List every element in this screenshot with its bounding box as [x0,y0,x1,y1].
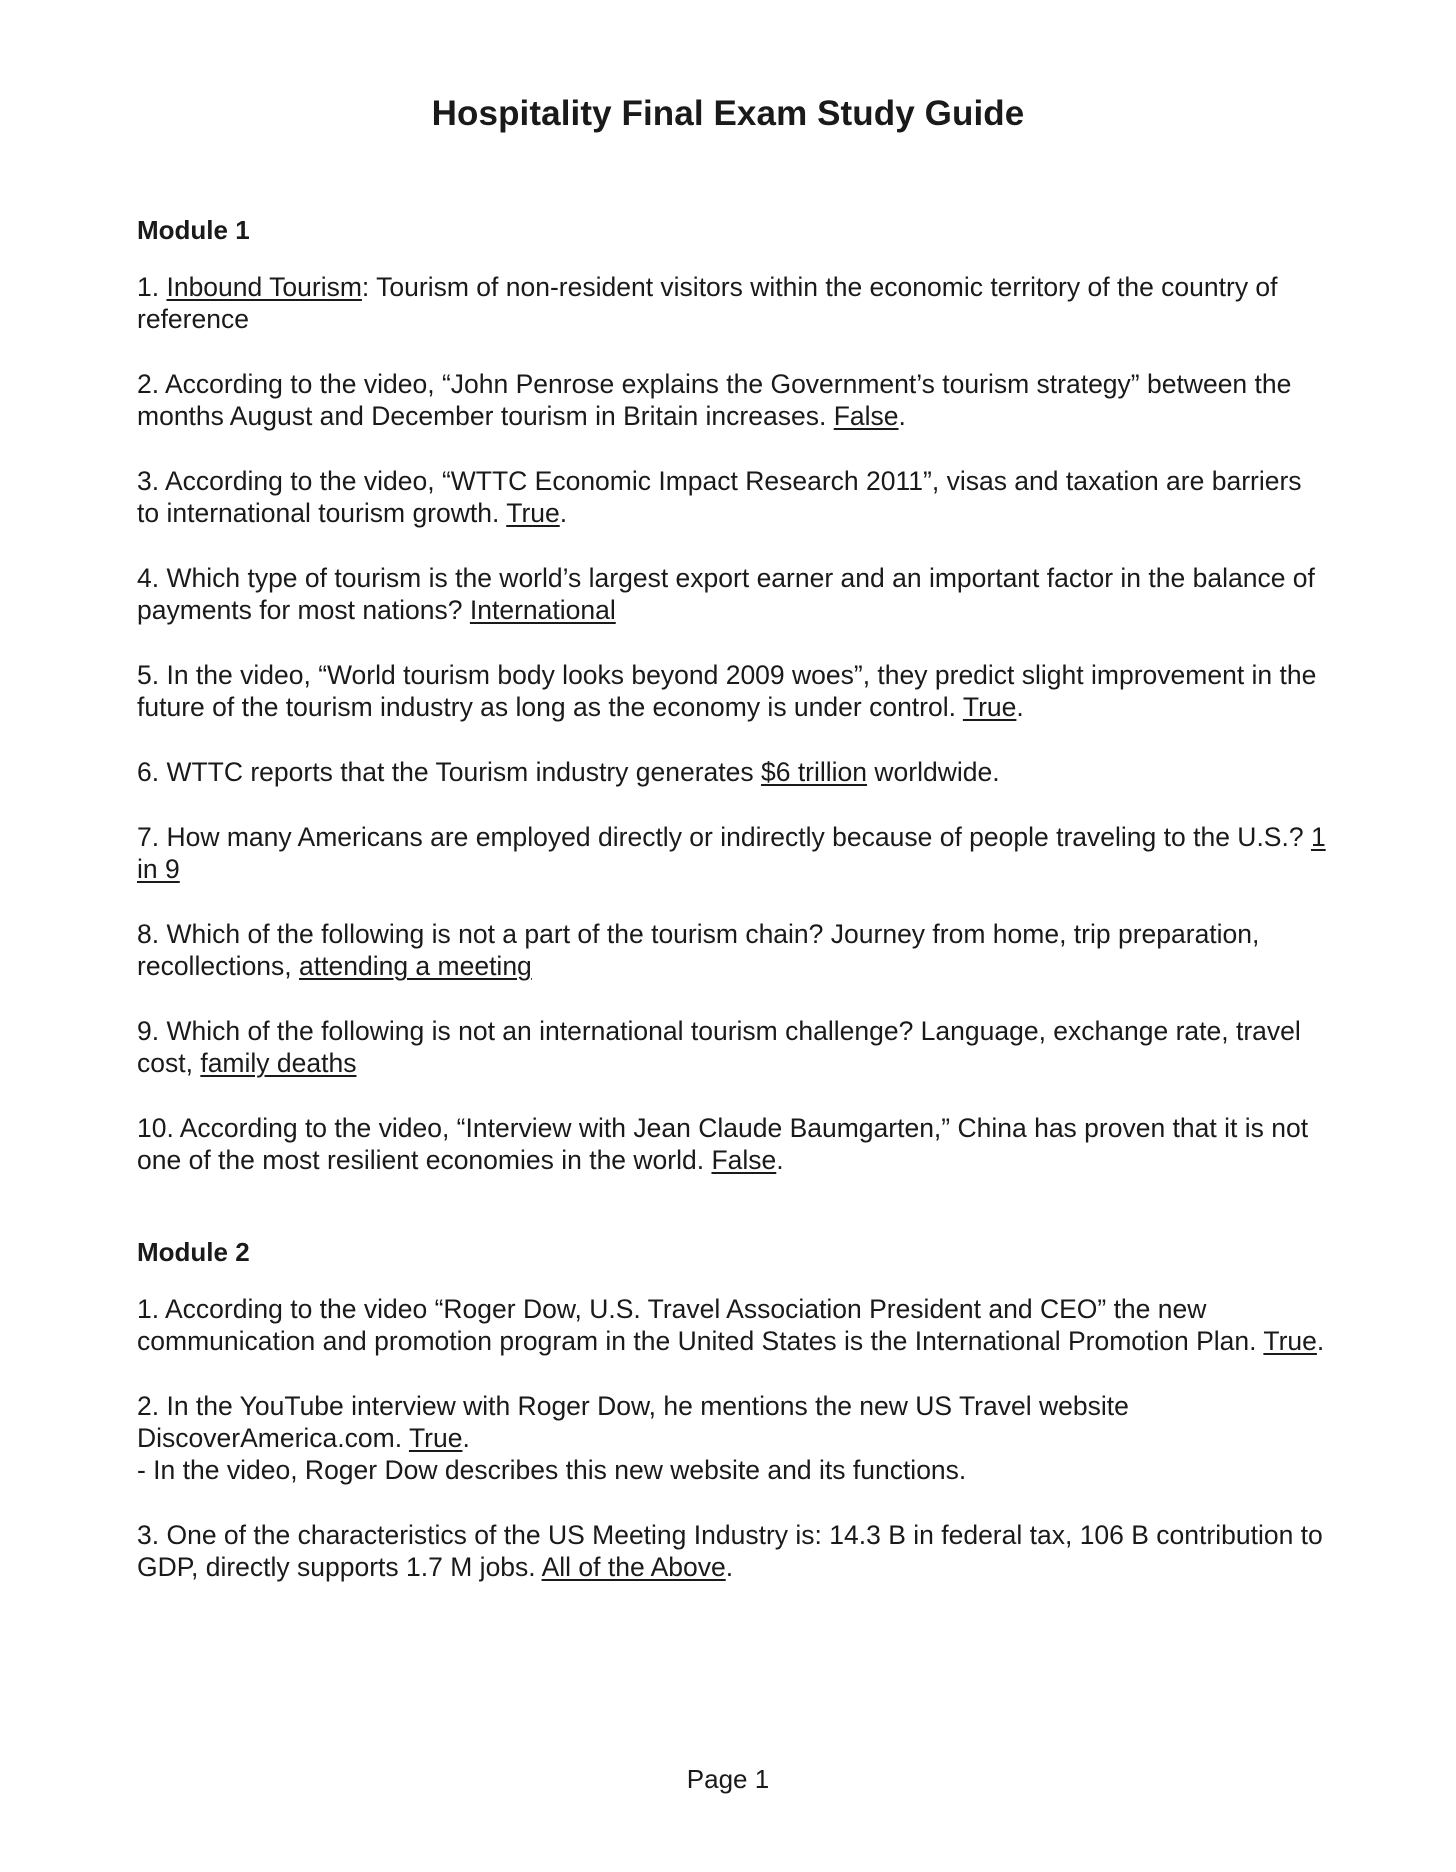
answer: International [469,595,616,625]
answer: True [962,692,1017,722]
question-text: 10. According to the video, “Interview with Jean Claude Baumgarten,” China has proven that it is not one of the most resilient economies in the world. [137,1113,1309,1175]
question-text: 1. [137,272,167,302]
question-text-end: . [776,1145,784,1175]
question-text: 1. According to the video “Roger Dow, U.S. Travel Association President and CEO” the new communication and promotion program in the United States is the International Promotion Plan. [137,1294,1264,1356]
module-2-heading: Module 2 [137,1237,250,1267]
document-body [137,214,1327,1616]
question-text: 3. According to the video, “WTTC Economic Impact Research 2011”, visas and taxation are barriers to international tourism growth. [137,466,1302,528]
question-text: 5. In the video, “World tourism body looks beyond 2009 woes”, they predict slight improvement in the future of the tourism industry as long as the economy is under control. [137,660,1317,722]
answer: 1 in 9 [137,822,1326,884]
module-1-heading: Module 1 [137,215,250,245]
module-1-item-8 [137,918,1327,982]
question-text: 6. WTTC reports that the Tourism industry generates [137,757,761,787]
answer: True [1263,1326,1317,1356]
module-2-item-3 [137,1519,1327,1583]
module-1-item-1 [137,271,1327,335]
module-1-item-6 [137,756,1327,788]
question-text: 9. Which of the following is not an international tourism challenge? Language, exchange rate, travel cost, [137,1016,1301,1078]
answer: All of the Above [541,1552,726,1582]
module-2-item-1 [137,1293,1327,1357]
question-text-end: . [1316,1326,1325,1356]
module-1-item-7 [137,821,1327,885]
question-text: 2. According to the video, “John Penrose explains the Government’s tourism strategy” between the months August and December tourism in Britain increases. [137,369,1292,431]
answer: Inbound Tourism [166,272,362,302]
answer: True [408,1423,463,1453]
question-text: 7. How many Americans are employed directly or indirectly because of people traveling to the U.S.? [137,822,1311,852]
answer: family deaths [200,1048,357,1078]
module-1-item-3 [137,465,1327,529]
page-number: Page 1 [686,1764,770,1794]
module-2-item-2 [137,1390,1327,1486]
question-text: 8. Which of the following is not a part of the tourism chain? Journey from home, trip preparation, recollections, [137,919,1260,981]
question-text: 2. In the YouTube interview with Roger Dow, he mentions the new US Travel website DiscoverAmerica.com. [137,1391,1129,1453]
module-1-item-5 [137,659,1327,723]
module-1-item-10 [137,1112,1327,1176]
answer: False [711,1145,777,1175]
answer: attending a meeting [299,951,532,981]
document-title: Hospitality Final Exam Study Guide [431,94,1025,133]
item-note: - In the video, Roger Dow describes this new website and its functions. [137,1455,967,1485]
question-text: 3. One of the characteristics of the US Meeting Industry is: 14.3 B in federal tax, 106 B contribution to GDP, directly supports 1.7 M jobs. [137,1520,1323,1582]
question-text-end: worldwide. [867,757,1000,787]
module-1-item-9 [137,1015,1327,1079]
question-text-end: . [725,1552,734,1582]
answer: True [506,498,560,528]
question-text-end: . [559,498,568,528]
module-1-item-2 [137,368,1327,432]
question-text-end: . [462,1423,470,1453]
module-1-item-4 [137,562,1327,626]
question-text: 4. Which type of tourism is the world’s largest export earner and an important factor in the balance of payments for most nations? [137,563,1315,625]
answer: $6 trillion [760,757,868,787]
question-text-end: : Tourism of non-resident visitors within the economic territory of the country of reference [137,272,1278,334]
question-text-end: . [1016,692,1024,722]
question-text-end: . [898,401,906,431]
answer: False [833,401,899,431]
